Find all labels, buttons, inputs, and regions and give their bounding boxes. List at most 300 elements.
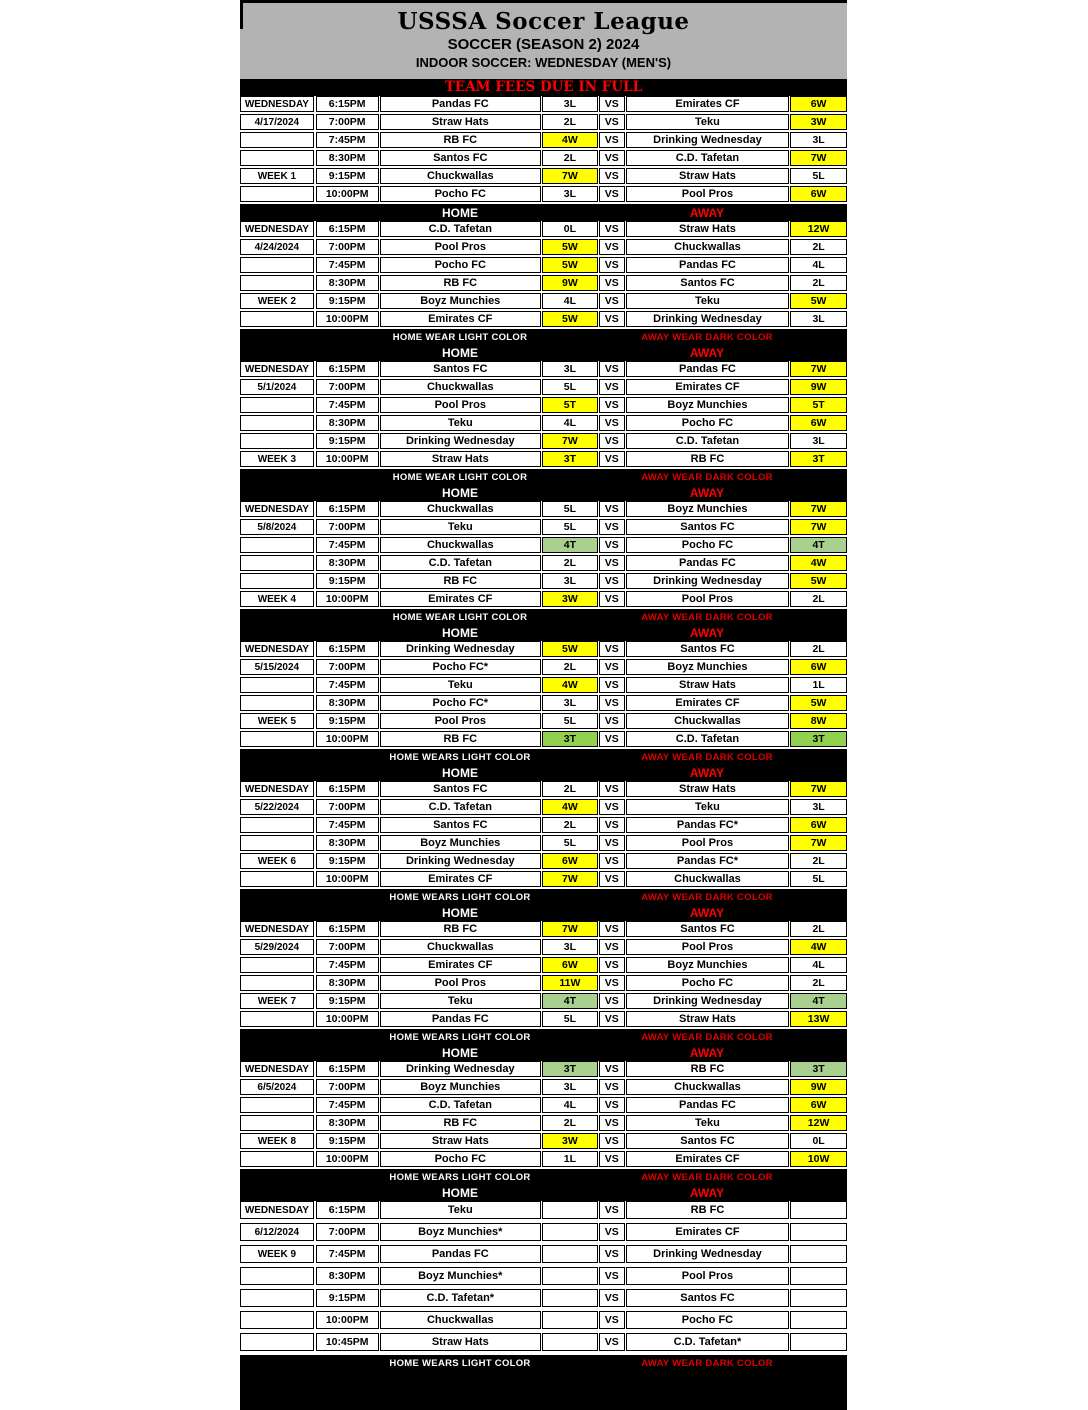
home-team-cell: RB FC <box>380 132 541 148</box>
home-team-cell: Pocho FC* <box>380 659 541 675</box>
away-result-cell: 5W <box>790 695 847 711</box>
time-cell: 6:15PM <box>316 641 379 657</box>
home-wear-note: HOME WEAR LIGHT COLOR <box>392 612 528 623</box>
away-result-cell: 2L <box>790 921 847 937</box>
away-wear-note: AWAY WEAR DARK COLOR <box>641 472 773 483</box>
home-result-cell: 2L <box>542 781 598 797</box>
home-result-cell: 1L <box>542 1151 598 1167</box>
uniform-color-line <box>240 1170 847 1185</box>
home-team-cell: Emirates CF <box>380 957 541 973</box>
home-away-labels-line <box>240 905 847 920</box>
home-team-cell: Teku <box>380 993 541 1009</box>
game-row <box>240 257 847 273</box>
vs-label: VS <box>599 537 625 553</box>
home-result-cell: 5L <box>542 519 598 535</box>
home-result-cell: 2L <box>542 817 598 833</box>
time-cell: 7:45PM <box>316 537 379 553</box>
home-team-cell: Pocho FC <box>380 1151 541 1167</box>
time-cell: 9:15PM <box>316 1133 379 1149</box>
game-row <box>240 1151 847 1167</box>
game-row <box>240 293 847 309</box>
vs-label: VS <box>599 257 625 273</box>
vs-label: VS <box>599 361 625 377</box>
time-cell: 8:30PM <box>316 1267 379 1285</box>
home-team-cell: RB FC <box>380 573 541 589</box>
home-team-cell: Drinking Wednesday <box>380 1061 541 1077</box>
away-wear-note: AWAY WEAR DARK COLOR <box>641 892 773 903</box>
time-cell: 9:15PM <box>316 573 379 589</box>
date-cell <box>240 275 314 291</box>
date-cell: 5/22/2024 <box>240 799 314 815</box>
time-cell: 7:00PM <box>316 519 379 535</box>
away-result-cell: 5W <box>790 573 847 589</box>
vs-label: VS <box>599 1097 625 1113</box>
date-cell <box>240 257 314 273</box>
home-team-cell: Pocho FC <box>380 186 541 202</box>
vs-label: VS <box>599 1151 625 1167</box>
uniform-color-line <box>240 1030 847 1045</box>
home-result-cell: 5W <box>542 239 598 255</box>
date-cell <box>240 1289 314 1307</box>
vs-label: VS <box>599 239 625 255</box>
date-cell <box>240 871 314 887</box>
away-result-cell: 4L <box>790 257 847 273</box>
away-result-cell: 8W <box>790 713 847 729</box>
date-cell <box>240 677 314 693</box>
away-team-cell: Pandas FC <box>626 257 789 273</box>
home-result-cell: 5L <box>542 501 598 517</box>
away-result-cell: 7W <box>790 781 847 797</box>
time-cell: 7:45PM <box>316 677 379 693</box>
game-row <box>240 1289 847 1307</box>
home-label: HOME <box>442 205 478 220</box>
week-section-8 <box>240 1061 847 1201</box>
away-result-cell: 2L <box>790 641 847 657</box>
vs-label: VS <box>599 415 625 431</box>
date-cell: WEEK 6 <box>240 853 314 869</box>
date-cell: WEDNESDAY <box>240 221 314 237</box>
week-section-7 <box>240 921 847 1061</box>
date-cell: 6/12/2024 <box>240 1223 314 1241</box>
away-team-cell: Santos FC <box>626 1289 789 1307</box>
time-cell: 10:00PM <box>316 186 379 202</box>
date-cell: 5/1/2024 <box>240 379 314 395</box>
time-cell: 9:15PM <box>316 293 379 309</box>
home-team-cell: Drinking Wednesday <box>380 853 541 869</box>
home-result-cell: 6W <box>542 957 598 973</box>
away-result-cell: 5L <box>790 168 847 184</box>
home-result-cell: 3L <box>542 573 598 589</box>
away-wear-note: AWAY WEAR DARK COLOR <box>641 1358 773 1369</box>
game-row <box>240 451 847 467</box>
page-title: USSSA Soccer League <box>397 8 690 35</box>
away-team-cell: Pool Pros <box>626 186 789 202</box>
home-team-cell: C.D. Tafetan <box>380 1097 541 1113</box>
date-cell: WEDNESDAY <box>240 781 314 797</box>
home-team-cell: Boyz Munchies <box>380 293 541 309</box>
date-cell: WEEK 1 <box>240 168 314 184</box>
game-row <box>240 817 847 833</box>
time-cell: 9:15PM <box>316 1289 379 1307</box>
home-team-cell: Pocho FC <box>380 257 541 273</box>
away-wear-note: AWAY WEAR DARK COLOR <box>641 612 773 623</box>
game-row <box>240 1011 847 1027</box>
week-section-2 <box>240 221 847 361</box>
away-result-cell: 3T <box>790 731 847 747</box>
home-team-cell: Boyz Munchies* <box>380 1223 541 1241</box>
home-away-separator <box>240 609 847 641</box>
away-result-cell: 2L <box>790 275 847 291</box>
home-label: HOME <box>442 905 478 920</box>
vs-label: VS <box>599 1223 625 1241</box>
home-team-cell: Drinking Wednesday <box>380 641 541 657</box>
home-team-cell: Pandas FC <box>380 1011 541 1027</box>
home-team-cell: C.D. Tafetan <box>380 221 541 237</box>
away-result-cell: 6W <box>790 96 847 112</box>
date-cell <box>240 1011 314 1027</box>
game-row <box>240 275 847 291</box>
home-result-cell: 7W <box>542 871 598 887</box>
vs-label: VS <box>599 451 625 467</box>
game-row <box>240 168 847 184</box>
game-row <box>240 835 847 851</box>
date-cell <box>240 537 314 553</box>
away-result-cell <box>790 1223 847 1241</box>
time-cell: 6:15PM <box>316 781 379 797</box>
home-team-cell: Teku <box>380 519 541 535</box>
game-row <box>240 1333 847 1351</box>
home-away-separator <box>240 469 847 501</box>
away-result-cell: 1L <box>790 677 847 693</box>
vs-label: VS <box>599 1267 625 1285</box>
vs-label: VS <box>599 114 625 130</box>
vs-label: VS <box>599 781 625 797</box>
home-result-cell: 3L <box>542 939 598 955</box>
vs-label: VS <box>599 519 625 535</box>
away-team-cell: C.D. Tafetan <box>626 731 789 747</box>
home-result-cell: 7W <box>542 433 598 449</box>
home-result-cell: 3L <box>542 96 598 112</box>
game-row <box>240 1079 847 1095</box>
game-row <box>240 1061 847 1077</box>
away-team-cell: Pandas FC* <box>626 853 789 869</box>
game-row <box>240 975 847 991</box>
time-cell: 8:30PM <box>316 835 379 851</box>
home-team-cell: Pool Pros <box>380 975 541 991</box>
away-result-cell: 9W <box>790 379 847 395</box>
game-row <box>240 537 847 553</box>
away-result-cell: 4L <box>790 957 847 973</box>
time-cell: 8:30PM <box>316 555 379 571</box>
date-cell: WEEK 3 <box>240 451 314 467</box>
date-cell <box>240 1097 314 1113</box>
game-row <box>240 433 847 449</box>
home-result-cell: 6W <box>542 853 598 869</box>
home-result-cell: 7W <box>542 921 598 937</box>
date-cell <box>240 150 314 166</box>
date-cell: WEDNESDAY <box>240 921 314 937</box>
home-result-cell <box>542 1311 598 1329</box>
game-row <box>240 713 847 729</box>
home-result-cell: 3L <box>542 695 598 711</box>
home-team-cell: RB FC <box>380 921 541 937</box>
home-wear-note: HOME WEARS LIGHT COLOR <box>389 892 531 903</box>
home-away-labels-line <box>240 765 847 780</box>
game-row <box>240 659 847 675</box>
time-cell: 7:45PM <box>316 1097 379 1113</box>
vs-label: VS <box>599 221 625 237</box>
game-row <box>240 1133 847 1149</box>
home-away-labels-line <box>240 345 847 360</box>
date-cell <box>240 397 314 413</box>
date-cell: WEEK 8 <box>240 1133 314 1149</box>
home-team-cell: Chuckwallas <box>380 1311 541 1329</box>
home-label: HOME <box>442 485 478 500</box>
vs-label: VS <box>599 1333 625 1351</box>
sheet-header <box>240 0 847 79</box>
home-result-cell: 11W <box>542 975 598 991</box>
uniform-color-line <box>240 470 847 485</box>
time-cell: 7:00PM <box>316 939 379 955</box>
vs-label: VS <box>599 659 625 675</box>
time-cell: 6:15PM <box>316 1061 379 1077</box>
home-team-cell: Santos FC <box>380 781 541 797</box>
away-team-cell: Drinking Wednesday <box>626 311 789 327</box>
vs-label: VS <box>599 939 625 955</box>
home-wear-note: HOME WEARS LIGHT COLOR <box>389 1358 531 1369</box>
vs-label: VS <box>599 641 625 657</box>
away-team-cell: Teku <box>626 293 789 309</box>
game-row <box>240 221 847 237</box>
away-team-cell: Straw Hats <box>626 168 789 184</box>
home-team-cell: Chuckwallas <box>380 379 541 395</box>
away-label: AWAY <box>689 1045 725 1060</box>
away-team-cell: Boyz Munchies <box>626 659 789 675</box>
uniform-color-line <box>240 330 847 345</box>
home-team-cell: C.D. Tafetan <box>380 799 541 815</box>
vs-label: VS <box>599 275 625 291</box>
game-row <box>240 993 847 1009</box>
home-team-cell: RB FC <box>380 1115 541 1131</box>
game-row <box>240 186 847 202</box>
game-row <box>240 150 847 166</box>
date-cell: WEDNESDAY <box>240 96 314 112</box>
home-result-cell: 2L <box>542 555 598 571</box>
away-team-cell: RB FC <box>626 1061 789 1077</box>
date-cell: WEDNESDAY <box>240 1201 314 1219</box>
away-result-cell: 3L <box>790 433 847 449</box>
away-result-cell: 13W <box>790 1011 847 1027</box>
home-result-cell: 3T <box>542 451 598 467</box>
date-cell: WEEK 4 <box>240 591 314 607</box>
time-cell: 10:00PM <box>316 1151 379 1167</box>
home-team-cell: Santos FC <box>380 150 541 166</box>
vs-label: VS <box>599 591 625 607</box>
away-result-cell: 2L <box>790 239 847 255</box>
vs-label: VS <box>599 433 625 449</box>
home-label: HOME <box>442 765 478 780</box>
away-team-cell: Pandas FC* <box>626 817 789 833</box>
date-cell: 5/8/2024 <box>240 519 314 535</box>
home-team-cell: Straw Hats <box>380 114 541 130</box>
away-team-cell: Boyz Munchies <box>626 501 789 517</box>
home-away-separator <box>240 204 847 221</box>
game-row <box>240 397 847 413</box>
time-cell: 8:30PM <box>316 275 379 291</box>
home-team-cell: Chuckwallas <box>380 939 541 955</box>
away-team-cell: Straw Hats <box>626 1011 789 1027</box>
vs-label: VS <box>599 1115 625 1131</box>
vs-label: VS <box>599 695 625 711</box>
game-row <box>240 781 847 797</box>
away-result-cell: 2L <box>790 853 847 869</box>
home-away-separator <box>240 1169 847 1201</box>
away-label: AWAY <box>689 1185 725 1200</box>
vs-label: VS <box>599 993 625 1009</box>
home-result-cell: 2L <box>542 659 598 675</box>
away-team-cell: Pool Pros <box>626 939 789 955</box>
away-team-cell: Chuckwallas <box>626 1079 789 1095</box>
away-result-cell: 4W <box>790 939 847 955</box>
away-team-cell: Pocho FC <box>626 537 789 553</box>
time-cell: 7:45PM <box>316 1245 379 1263</box>
date-cell: 5/29/2024 <box>240 939 314 955</box>
away-team-cell: Emirates CF <box>626 1223 789 1241</box>
away-team-cell: C.D. Tafetan <box>626 433 789 449</box>
home-team-cell: RB FC <box>380 275 541 291</box>
vs-label: VS <box>599 311 625 327</box>
season-subtitle: SOCCER (SEASON 2) 2024 <box>447 36 640 53</box>
home-result-cell: 4L <box>542 1097 598 1113</box>
time-cell: 7:45PM <box>316 817 379 833</box>
date-cell <box>240 1311 314 1329</box>
vs-label: VS <box>599 853 625 869</box>
date-cell: 4/17/2024 <box>240 114 314 130</box>
away-team-cell: Santos FC <box>626 1133 789 1149</box>
game-row <box>240 591 847 607</box>
game-row <box>240 641 847 657</box>
home-result-cell: 3W <box>542 1133 598 1149</box>
away-team-cell: Chuckwallas <box>626 239 789 255</box>
away-team-cell: Boyz Munchies <box>626 397 789 413</box>
game-row <box>240 799 847 815</box>
vs-label: VS <box>599 871 625 887</box>
home-result-cell: 0L <box>542 221 598 237</box>
home-team-cell: Straw Hats <box>380 1133 541 1149</box>
away-result-cell: 5L <box>790 871 847 887</box>
home-result-cell: 5L <box>542 1011 598 1027</box>
away-label: AWAY <box>689 345 725 360</box>
game-row <box>240 501 847 517</box>
time-cell: 7:00PM <box>316 1223 379 1241</box>
home-team-cell: Straw Hats <box>380 451 541 467</box>
away-result-cell: 7W <box>790 519 847 535</box>
date-cell: WEDNESDAY <box>240 1061 314 1077</box>
away-team-cell: Santos FC <box>626 641 789 657</box>
time-cell: 6:15PM <box>316 921 379 937</box>
time-cell: 6:15PM <box>316 361 379 377</box>
time-cell: 9:15PM <box>316 853 379 869</box>
vs-label: VS <box>599 921 625 937</box>
time-cell: 8:30PM <box>316 415 379 431</box>
home-label: HOME <box>442 345 478 360</box>
away-label: AWAY <box>689 205 725 220</box>
vs-label: VS <box>599 1311 625 1329</box>
home-result-cell <box>542 1245 598 1263</box>
away-result-cell: 4W <box>790 555 847 571</box>
away-result-cell: 5W <box>790 293 847 309</box>
uniform-color-line <box>240 610 847 625</box>
date-cell <box>240 433 314 449</box>
away-result-cell: 3T <box>790 451 847 467</box>
game-row <box>240 1267 847 1285</box>
away-result-cell: 3L <box>790 132 847 148</box>
away-team-cell: Drinking Wednesday <box>626 573 789 589</box>
time-cell: 9:15PM <box>316 993 379 1009</box>
home-result-cell: 4T <box>542 993 598 1009</box>
game-row <box>240 957 847 973</box>
vs-label: VS <box>599 957 625 973</box>
game-row <box>240 1115 847 1131</box>
away-result-cell: 7W <box>790 501 847 517</box>
game-row <box>240 1097 847 1113</box>
home-wear-note: HOME WEARS LIGHT COLOR <box>389 1032 531 1043</box>
away-team-cell: Emirates CF <box>626 379 789 395</box>
vs-label: VS <box>599 555 625 571</box>
home-team-cell: Teku <box>380 415 541 431</box>
away-team-cell: Chuckwallas <box>626 713 789 729</box>
away-wear-note: AWAY WEAR DARK COLOR <box>641 332 773 343</box>
date-cell <box>240 957 314 973</box>
away-team-cell: Pocho FC <box>626 415 789 431</box>
home-result-cell: 4L <box>542 415 598 431</box>
game-row <box>240 96 847 112</box>
game-row <box>240 132 847 148</box>
date-cell: WEDNESDAY <box>240 641 314 657</box>
date-cell <box>240 555 314 571</box>
home-team-cell: Straw Hats <box>380 1333 541 1351</box>
away-label: AWAY <box>689 905 725 920</box>
away-result-cell: 7W <box>790 361 847 377</box>
home-away-separator <box>240 889 847 921</box>
away-team-cell: Straw Hats <box>626 221 789 237</box>
away-team-cell: Drinking Wednesday <box>626 132 789 148</box>
away-team-cell: Pocho FC <box>626 975 789 991</box>
game-row <box>240 519 847 535</box>
week-section-9 <box>240 1201 847 1372</box>
uniform-color-line <box>240 750 847 765</box>
away-result-cell: 6W <box>790 415 847 431</box>
away-result-cell: 3L <box>790 311 847 327</box>
time-cell: 10:00PM <box>316 591 379 607</box>
vs-label: VS <box>599 713 625 729</box>
home-team-cell: RB FC <box>380 731 541 747</box>
uniform-color-line <box>240 890 847 905</box>
away-result-cell: 6W <box>790 1097 847 1113</box>
time-cell: 7:45PM <box>316 957 379 973</box>
home-team-cell: Santos FC <box>380 361 541 377</box>
date-cell: 6/5/2024 <box>240 1079 314 1095</box>
away-result-cell <box>790 1245 847 1263</box>
soccer-schedule-sheet <box>240 0 847 1410</box>
time-cell: 7:45PM <box>316 397 379 413</box>
game-row <box>240 1311 847 1329</box>
away-team-cell: Santos FC <box>626 921 789 937</box>
away-team-cell: Santos FC <box>626 275 789 291</box>
date-cell <box>240 695 314 711</box>
uniform-color-line <box>240 1356 847 1371</box>
vs-label: VS <box>599 397 625 413</box>
